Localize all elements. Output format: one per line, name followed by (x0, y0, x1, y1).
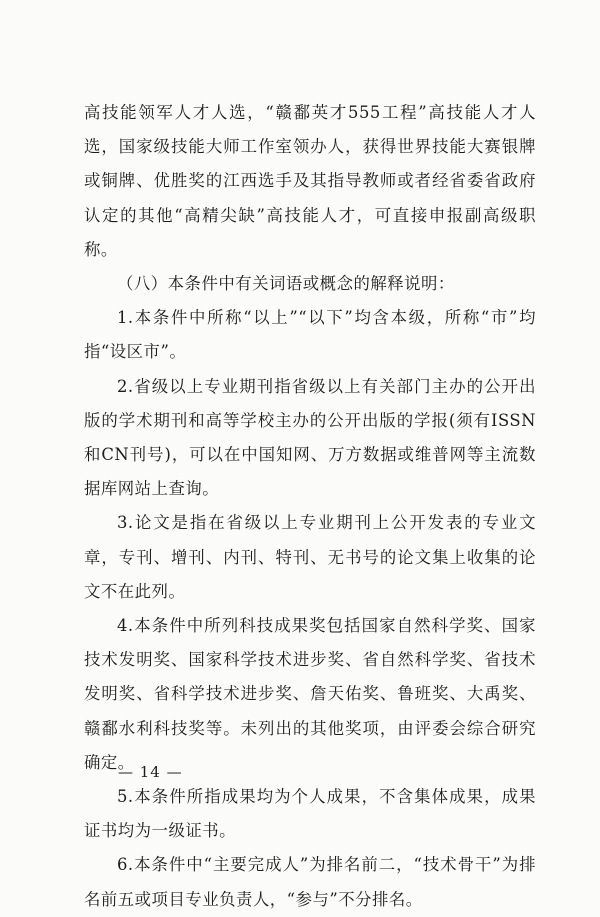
paragraph-item-3: 3.论文是指在省级以上专业期刊上公开发表的专业文章，专刊、增刊、内刊、特刊、无书号的论文集上收集的论文不在此列。 (84, 513, 536, 601)
paragraph-section-eight-heading: （八）本条件中有关词语或概念的解释说明： (117, 274, 455, 294)
paragraph-item-2: 2.省级以上专业期刊指省级以上有关部门主办的公开出版的学术期刊和高等学校主办的公开出版的学报(须有ISSN和CN刊号)，可以在中国知网、万方数据或维普网等主流数据库网站上查询。 (84, 376, 536, 499)
paragraph-continuation: 高技能领军人才人选，“赣鄱英才555工程”高技能人才人选，国家级技能大师工作室领办人，获得世界技能大赛银牌或铜牌、优胜奖的江西选手及其指导教师或者经省委省政府认定的其他“高精尖缺”高技能人才，可直接申报副高级职称。 (84, 103, 536, 259)
paragraph-item-6: 6.本条件中“主要完成人”为排名前二，“技术骨干”为排名前五或项目专业负责人，“参与”不分排名。 (84, 855, 536, 909)
paragraph-item-5: 5.本条件所指成果均为个人成果，不含集体成果，成果证书均为一级证书。 (84, 787, 536, 841)
paragraph-item-4: 4.本条件中所列科技成果奖包括国家自然科学奖、国家技术发明奖、国家科学技术进步奖、省自然科学奖、省技术发明奖、省科学技术进步奖、詹天佑奖、鲁班奖、大禹奖、赣鄱水利科技奖等。未列出的其他奖项，由评委会综合研究确定。 (84, 616, 536, 772)
body-text (84, 96, 536, 917)
page-number: — 14 — (118, 763, 183, 781)
paragraph-item-1: 1.本条件中所称“以上”“以下”均含本级，所称“市”均指“设区市”。 (84, 308, 536, 362)
